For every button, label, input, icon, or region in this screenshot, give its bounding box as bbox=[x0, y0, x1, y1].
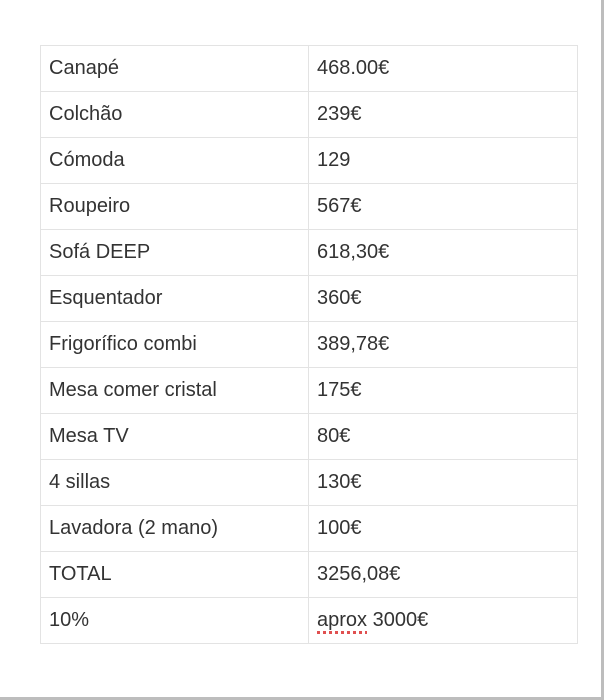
price-cell[interactable]: 468.00€ bbox=[309, 46, 578, 92]
table-row bbox=[41, 230, 578, 276]
table-row bbox=[41, 276, 578, 322]
table-row bbox=[41, 92, 578, 138]
item-cell[interactable]: TOTAL bbox=[41, 552, 309, 598]
item-cell[interactable]: 10% bbox=[41, 598, 309, 644]
item-cell[interactable]: Mesa comer cristal bbox=[41, 368, 309, 414]
item-cell[interactable]: Roupeiro bbox=[41, 184, 309, 230]
price-cell[interactable]: 567€ bbox=[309, 184, 578, 230]
item-cell[interactable]: Canapé bbox=[41, 46, 309, 92]
price-cell[interactable]: 389,78€ bbox=[309, 322, 578, 368]
table-row bbox=[41, 138, 578, 184]
table-row bbox=[41, 552, 578, 598]
price-cell[interactable]: 129 bbox=[309, 138, 578, 184]
item-cell[interactable]: 4 sillas bbox=[41, 460, 309, 506]
item-cell[interactable]: Cómoda bbox=[41, 138, 309, 184]
table-row bbox=[41, 184, 578, 230]
table-row bbox=[41, 506, 578, 552]
table-row bbox=[41, 368, 578, 414]
item-cell[interactable]: Mesa TV bbox=[41, 414, 309, 460]
item-cell[interactable]: Lavadora (2 mano) bbox=[41, 506, 309, 552]
item-cell[interactable]: Sofá DEEP bbox=[41, 230, 309, 276]
table-row bbox=[41, 460, 578, 506]
price-cell[interactable]: 3256,08€ bbox=[309, 552, 578, 598]
price-table bbox=[40, 45, 578, 644]
price-cell[interactable]: 175€ bbox=[309, 368, 578, 414]
table-row bbox=[41, 322, 578, 368]
misspelled-word[interactable]: aprox bbox=[317, 609, 368, 631]
table-row bbox=[41, 414, 578, 460]
price-cell[interactable]: 100€ bbox=[309, 506, 578, 552]
item-cell[interactable]: Frigorífico combi bbox=[41, 322, 309, 368]
item-cell[interactable]: Colchão bbox=[41, 92, 309, 138]
price-cell[interactable]: 80€ bbox=[309, 414, 578, 460]
price-cell[interactable] bbox=[309, 598, 578, 644]
table-row bbox=[41, 598, 578, 644]
price-cell[interactable]: 360€ bbox=[309, 276, 578, 322]
price-cell[interactable]: 239€ bbox=[309, 92, 578, 138]
price-cell[interactable]: 618,30€ bbox=[309, 230, 578, 276]
table-row bbox=[41, 46, 578, 92]
item-cell[interactable]: Esquentador bbox=[41, 276, 309, 322]
price-text: 3000€ bbox=[367, 609, 429, 631]
price-cell[interactable]: 130€ bbox=[309, 460, 578, 506]
